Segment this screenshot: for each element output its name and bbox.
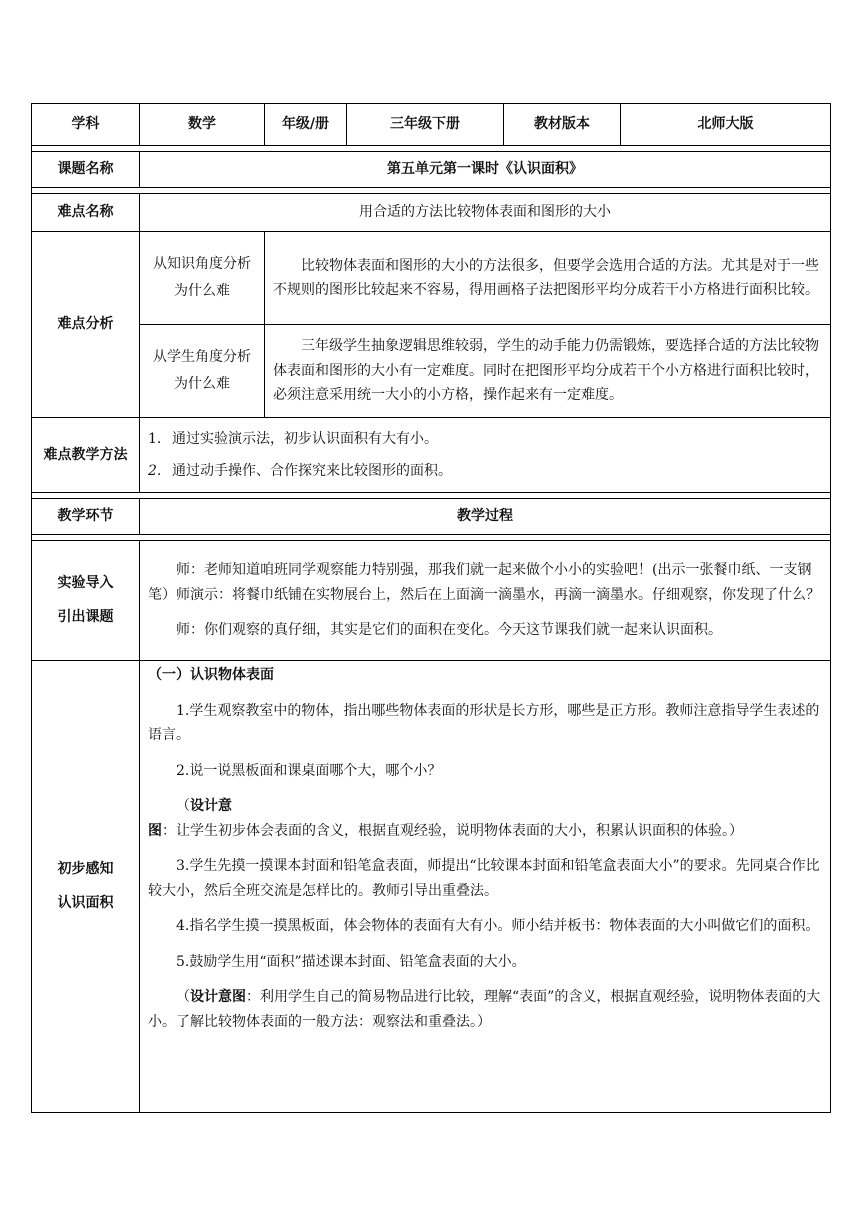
method-cell	[140, 418, 831, 493]
design-intent-2: （设计意图：利用学生自己的简易物品进行比较，理解“表面”的含义，根据直观经验，说明物体表面的大小。了解比较物体表面的一般方法：观察法和重叠法。）	[148, 989, 821, 1030]
difficulty-value: 用合适的方法比较物体表面和图形的大小	[140, 194, 831, 232]
intro-label-line-1: 实验导入	[57, 574, 114, 591]
step-2: 2.说一说黑板面和课桌面哪个大，哪个小？	[176, 762, 442, 779]
design-intent-label: 设计意图	[190, 989, 246, 1005]
intro-stage-content	[140, 541, 831, 661]
student-angle-text: 三年级学生抽象逻辑思维较弱，学生的动手能力仍需锻炼，要选择合适的方法比较物体表面和图形的大小有一定难度。同时在把图形平均分成若干个小方格进行面积比较时，必须注意采用统一大小的小方格，操作起来有一定难度。	[273, 338, 819, 404]
edition-value: 北师大版	[621, 104, 831, 146]
intro-stage-label	[32, 541, 140, 661]
subject-label: 学科	[32, 104, 140, 146]
lesson-plan-page	[31, 103, 830, 1113]
perceive-label-line-1: 初步感知	[57, 860, 114, 877]
step-4: 4.指名学生摸一摸黑板面，体会物体的表面有大有小。师小结并板书：物体表面的大小叫做它们的面积。	[176, 918, 820, 934]
lesson-row	[32, 152, 831, 188]
grade-value: 三年级下册	[347, 104, 504, 146]
process-header-row	[32, 499, 831, 535]
perceive-stage-content	[140, 661, 831, 1113]
method-item-1: 1. 通过实验演示法，初步认识面积有大有小。	[148, 430, 438, 447]
subject-value: 数学	[140, 104, 265, 146]
student-angle-label	[140, 325, 265, 418]
lesson-plan-table	[31, 103, 831, 1113]
method-item-2: 2. 通过动手操作、合作探究来比较图形的面积。	[148, 463, 452, 479]
header-row	[32, 104, 831, 146]
perceive-stage-label	[32, 661, 140, 1113]
grade-label: 年级/册	[265, 104, 347, 146]
knowledge-angle-text: 比较物体表面和图形的大小的方法很多，但要学会选用合适的方法。尤其是对于一些不规则的图形比较起来不容易，得用画格子法把图形平均分成若干小方格进行面积比较。	[273, 257, 819, 298]
perceive-stage-row	[32, 661, 831, 1113]
analysis-student-row	[32, 325, 831, 418]
stage-label: 教学环节	[32, 499, 140, 535]
intro-stage-row	[32, 541, 831, 661]
knowledge-angle-text-cell	[265, 232, 831, 325]
step-1: 1.学生观察教室中的物体，指出哪些物体表面的形状是长方形，哪些是正方形。教师注意指导学生表述的语言。	[148, 702, 820, 743]
design-intent-1: （设计意图：让学生初步体会表面的含义，根据直观经验，说明物体表面的大小，积累认识面积的体验。）	[148, 798, 743, 839]
step-3: 3.学生先摸一摸课本封面和铅笔盒表面，师提出“比较课本封面和铅笔盒表面大小”的要求。先同桌合作比较大小，然后全班交流是怎样比的。教师引导出重叠法。	[148, 858, 820, 899]
knowledge-angle-line-2: 为什么难	[174, 283, 230, 299]
student-angle-line-1: 从学生角度分析	[153, 349, 251, 366]
difficulty-label: 难点名称	[32, 194, 140, 232]
analysis-label: 难点分析	[32, 232, 140, 418]
student-angle-text-cell	[265, 325, 831, 418]
difficulty-row	[32, 194, 831, 232]
intro-paragraph-1: 师：老师知道咱班同学观察能力特别强，那我们就一起来做个小小的实验吧！(出示一张餐巾纸、一支钢笔）师演示：将餐巾纸铺在实物展台上，然后在上面滴一滴墨水，再滴一滴墨水。仔细观察，你发现了什么？	[148, 562, 820, 603]
method-row	[32, 418, 831, 493]
step-5: 5.鼓励学生用“面积”描述课本封面、铅笔盒表面的大小。	[176, 953, 526, 970]
process-label: 教学过程	[140, 499, 831, 535]
knowledge-angle-label	[140, 232, 265, 325]
design-intent-label: 设计意图	[148, 798, 232, 839]
lesson-title: 第五单元第一课时《认识面积》	[140, 152, 831, 188]
lesson-label: 课题名称	[32, 152, 140, 188]
student-angle-line-2: 为什么难	[174, 376, 230, 392]
section-title: （一）认识物体表面	[148, 667, 274, 683]
knowledge-angle-line-1: 从知识角度分析	[153, 256, 251, 273]
analysis-knowledge-row	[32, 232, 831, 325]
edition-label: 教材版本	[504, 104, 621, 146]
intro-label-line-2: 引出课题	[57, 608, 114, 625]
intro-paragraph-2: 师：你们观察的真仔细，其实是它们的面积在变化。今天这节课我们就一起来认识面积。	[176, 622, 722, 639]
perceive-label-line-2: 认识面积	[57, 894, 114, 911]
method-label: 难点教学方法	[32, 418, 140, 493]
